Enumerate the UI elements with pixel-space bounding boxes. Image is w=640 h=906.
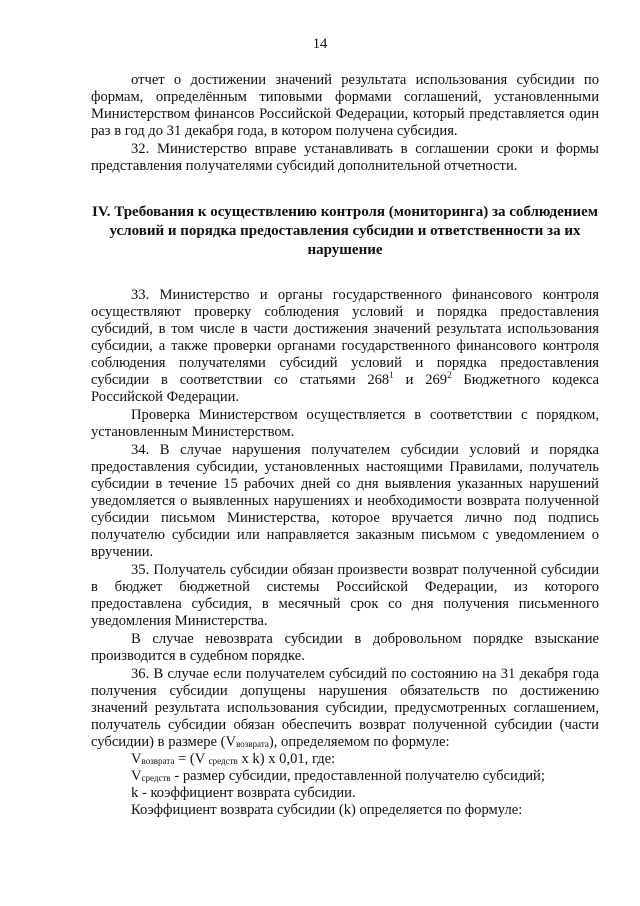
document-body	[91, 72, 599, 819]
section-heading: IV. Требования к осуществлению контроля (мониторинга) за соблюдением условий и порядка предоставления субсидии и ответственности за их нарушение	[92, 204, 598, 258]
paragraph-32: 32. Министерство вправе устанавливать в соглашении сроки и формы представления получателями субсидий дополнительной отчетности.	[91, 141, 599, 174]
paragraph-report-form: отчет о достижении значений результата использования субсидии по формам, определённым типовыми формами соглашений, установленными Министерством финансов Российской Федерации, который представляется один раз в год до 31 декабря года, в котором получена субсидия.	[91, 72, 599, 139]
paragraph-inspection: Проверка Министерством осуществляется в соответствии с порядком, установленным Министерством.	[91, 407, 599, 440]
paragraph-recovery: В случае невозврата субсидии в добровольном порядке взыскание производится в судебном порядке.	[91, 631, 599, 664]
page-number: 14	[312, 36, 328, 52]
paragraph-35: 35. Получатель субсидии обязан произвести возврат полученной субсидии в бюджет бюджетной системы Российской Федерации, из которого предоставлена субсидия, в месячный срок со дня получения письменного уведомления Министерства.	[91, 562, 599, 629]
definition-k: k - коэффициент возврата субсидии.	[131, 785, 356, 801]
paragraph-34: 34. В случае нарушения получателем субсидии условий и порядка предоставления субсидии, установленных настоящими Правилами, получатель субсидии в течение 15 рабочих дней со дня выявления указанных нарушений уведомляется о выявленных нарушениях и необходимости возврата полученной субсидии письмом Министерства, которое вручается лично под подпись получателю субсидии или направляется заказным письмом с уведомлением о вручении.	[91, 442, 599, 560]
subscript: средств	[141, 773, 171, 783]
subscript: возврата	[141, 756, 175, 766]
subscript: средств	[208, 756, 238, 766]
subscript: возврата	[236, 739, 269, 749]
paragraph-33: 33. Министерство и органы государственного финансового контроля осуществляют проверку соблюдения условий и порядка предоставления субсидий, в том числе в части достижения значений результата использования субсидии, а также проверки органами государственного финансового контроля соблюдения получателями субсидий условий и порядка предоставления субсидии в соответствии со статьями $268^1$ и $269^2$ Бюджетного кодекса Российской Федерации.	[91, 287, 599, 405]
paragraph-36: 36. В случае если получателем субсидий по состоянию на 31 декабря года получения субсидии допущены нарушения обязательств по достижению значений результата использования субсидии, предусмотренных соглашением, получатель субсидии обязан обеспечить возврат полученной субсидии (части субсидии) в размере $(V_{возврата})$, определяемом по формуле:	[91, 666, 599, 750]
k-formula-intro: Коэффициент возврата субсидии (k) определяется по формуле:	[131, 802, 523, 818]
superscript: 2	[447, 370, 452, 380]
superscript: 1	[389, 370, 394, 380]
formula-line: $V_{возврата} = (V$ $_{средств}$ x k) x 0,01, где:	[131, 751, 336, 767]
definition-v: $V_{средств}$ - размер субсидии, предоставленной получателю субсидий;	[131, 768, 545, 784]
